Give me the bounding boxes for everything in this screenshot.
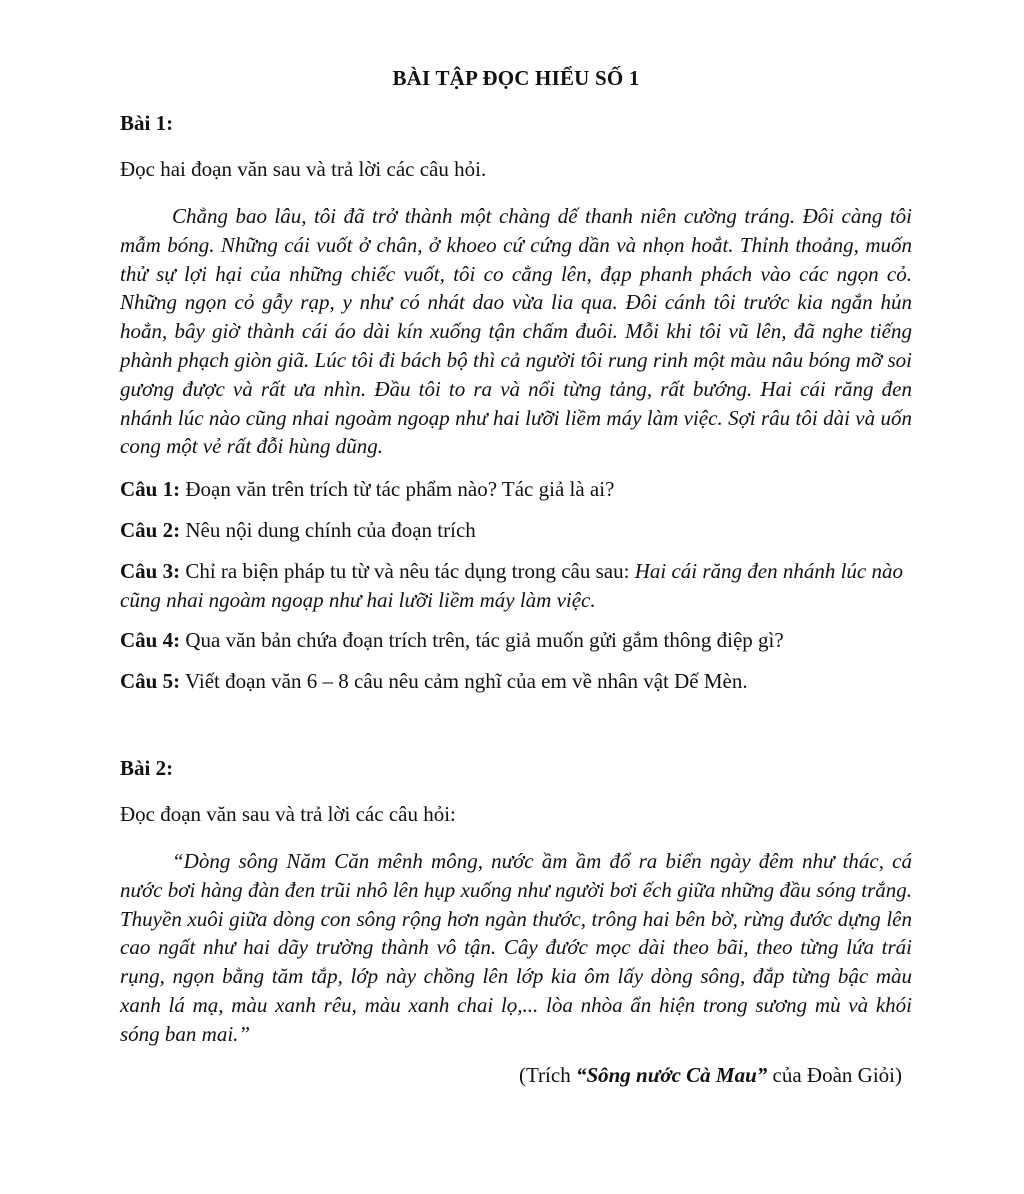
source-suffix: của Đoàn Giỏi) bbox=[767, 1062, 902, 1087]
source-prefix: (Trích bbox=[518, 1062, 576, 1087]
passage-bai-2: “Dòng sông Năm Căn mênh mông, nước ầm ầm đổ ra biển ngày đêm như thác, cá nước bơi hàng đàn đen trũi nhô lên hụp xuống như người bơi ếch giữa những đầu sóng trắng. Thuyền xuôi giữa dòng con sông rộng hơn ngàn thước, trông hai bên bờ, rừng đước dựng lên cao ngất như hai dãy trường thành vô tận. Cây đước mọc dài theo bãi, theo từng lứa trái rụng, ngọn bằng tăm tắp, lớp này chồng lên lớp kia ôm lấy dòng sông, đắp từng bậc màu xanh lá mạ, màu xanh rêu, màu xanh chai lọ,... lòa nhòa ẩn hiện trong sương mù và khói sóng ban mai.” bbox=[120, 848, 912, 1046]
question-1 bbox=[120, 475, 912, 504]
passage-bai-1: Chẳng bao lâu, tôi đã trở thành một chàng dế thanh niên cường tráng. Đôi càng tôi mẫm bóng. Những cái vuốt ở chân, ở khoeo cứ cứng dần và nhọn hoắt. Thỉnh thoảng, muốn thử sự lợi hại của những chiếc vuốt, tôi co cẳng lên, đạp phanh phách vào các ngọn cỏ. Những ngọn cỏ gẫy rạp, y như có nhát dao vừa lia qua. Đôi cánh tôi trước kia ngắn hủn hoẳn, bây giờ thành cái áo dài kín xuống tận chấm đuôi. Mỗi khi tôi vũ lên, đã nghe tiếng phành phạch giòn giã. Lúc tôi đi bách bộ thì cả người tôi rung rinh một màu nâu bóng mỡ soi gương được và rất ưa nhìn. Đầu tôi to ra và nổi từng tảng, rất bướng. Hai cái răng đen nhánh lúc nào cũng nhai ngoàm ngoạp như hai lưỡi liềm máy làm việc. Sợi râu tôi dài và uốn cong một vẻ rất đỗi hùng dũng. bbox=[120, 204, 912, 459]
question-text: Viết đoạn văn 6 – 8 câu nêu cảm nghĩ của em về nhân vật Dế Mèn. bbox=[180, 669, 748, 694]
question-text: Chỉ ra biện pháp tu từ và nêu tác dụng trong câu sau: bbox=[180, 558, 635, 583]
question-text: Qua văn bản chứa đoạn trích trên, tác giả muốn gửi gắm thông điệp gì? bbox=[180, 628, 784, 653]
question-5 bbox=[120, 667, 912, 696]
question-label: Câu 1: bbox=[120, 477, 181, 502]
section-heading-bai-1: Bài 1: bbox=[120, 111, 174, 135]
question-2 bbox=[120, 516, 912, 545]
document-title: BÀI TẬP ĐỌC HIỂU SỐ 1 bbox=[392, 66, 640, 90]
question-label: Câu 3: bbox=[120, 558, 181, 583]
source-title: “Sông nước Cà Mau” bbox=[575, 1062, 768, 1087]
section-heading-bai-2: Bài 2: bbox=[120, 755, 174, 780]
question-label: Câu 5: bbox=[120, 669, 181, 694]
source-citation bbox=[120, 1063, 912, 1088]
section-spacer bbox=[120, 708, 912, 756]
instruction-bai-2: Đọc đoạn văn sau và trả lời các câu hỏi: bbox=[120, 801, 456, 826]
question-quote: Hai cái răng đen nhánh lúc nào cũng nhai ngoàm ngoạp như hai lưỡi liềm máy làm việc. bbox=[120, 558, 904, 612]
question-text: Đoạn văn trên trích từ tác phẩm nào? Tác giả là ai? bbox=[180, 477, 615, 502]
question-label: Câu 4: bbox=[120, 628, 181, 653]
question-label: Câu 2: bbox=[120, 517, 181, 542]
question-text: Nêu nội dung chính của đoạn trích bbox=[180, 517, 476, 542]
question-4 bbox=[120, 626, 912, 655]
instruction-bai-1: Đọc hai đoạn văn sau và trả lời các câu hỏi. bbox=[120, 157, 487, 181]
question-3 bbox=[120, 557, 912, 615]
